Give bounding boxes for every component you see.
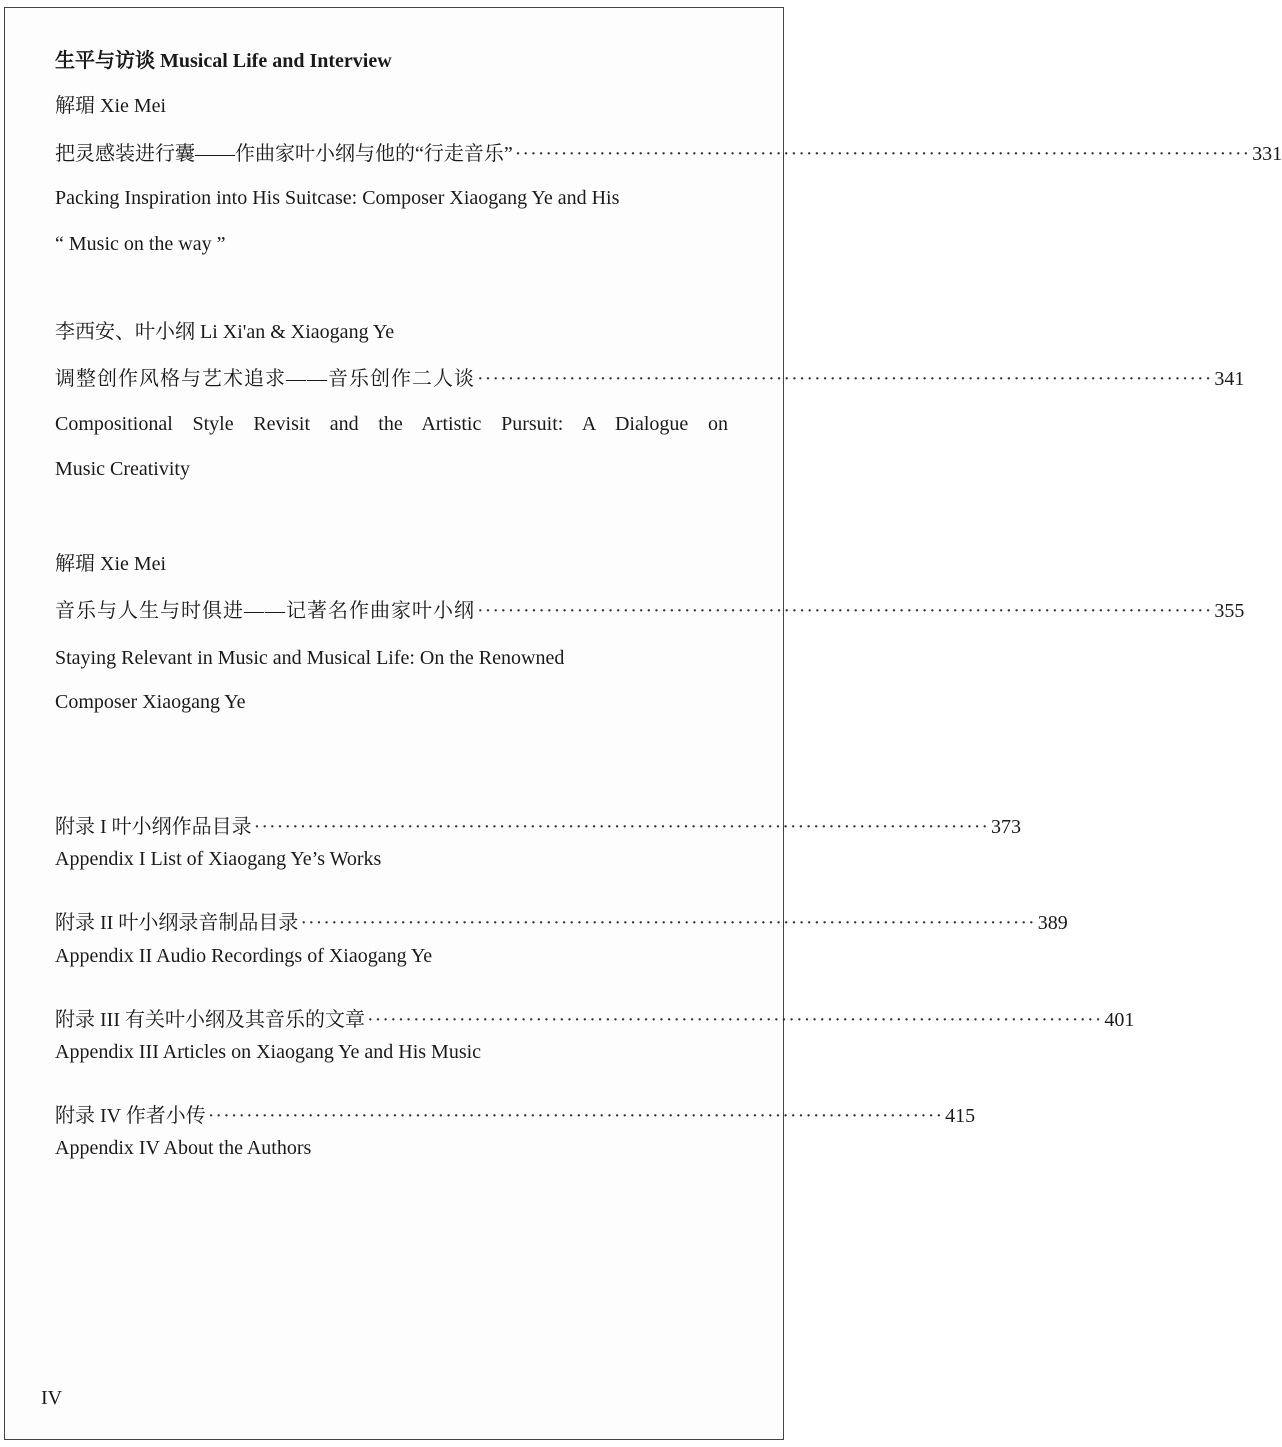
entry-page-number: 341	[1214, 368, 1245, 390]
toc-appendix-entry[interactable]	[55, 910, 1068, 936]
entry-title-en-continued: Music Creativity	[55, 458, 190, 480]
entry-title-en: Compositional Style Revisit and the Artistic Pursuit: A Dialogue on	[55, 413, 728, 435]
entry-title-en-continued: “ Music on the way ”	[55, 233, 226, 255]
appendix-page-number: 415	[945, 1105, 976, 1127]
appendix-title-en: Appendix III Articles on Xiaogang Ye and His Music	[55, 1041, 482, 1063]
toc-appendix-entry[interactable]	[55, 814, 1022, 840]
dot-leader: ································································································	[300, 912, 1036, 934]
dot-leader: ································································································	[207, 1105, 944, 1127]
appendix-title-cn: 附录 II 叶小纲录音制品目录	[55, 912, 299, 934]
dot-leader: ································································································	[366, 1009, 1103, 1031]
dot-leader: ································································································	[514, 143, 1251, 165]
entry-author: 李西安、叶小纲 Li Xi'an & Xiaogang Ye	[55, 321, 395, 343]
entry-title-cn: 音乐与人生与时俱进——记著名作曲家叶小纲	[55, 600, 475, 622]
entry-title-cn: 调整创作风格与艺术追求——音乐创作二人谈	[55, 368, 475, 390]
section-title: 生平与访谈 Musical Life and Interview	[55, 50, 392, 72]
entry-page-number: 355	[1214, 600, 1245, 622]
toc-appendix-entry[interactable]	[55, 1103, 976, 1129]
appendix-title-cn: 附录 I 叶小纲作品目录	[55, 816, 252, 838]
appendix-title-en: Appendix I List of Xiaogang Ye’s Works	[55, 848, 382, 870]
dot-leader: ································································································	[477, 368, 1213, 390]
entry-page-number: 331	[1252, 143, 1282, 165]
appendix-title-en: Appendix IV About the Authors	[55, 1137, 312, 1159]
appendix-title-en: Appendix II Audio Recordings of Xiaogang Ye	[55, 945, 433, 967]
dot-leader: ································································································	[253, 816, 990, 838]
toc-entry[interactable]	[55, 141, 1282, 167]
toc-appendix-entry[interactable]	[55, 1007, 1135, 1033]
appendix-page-number: 401	[1104, 1009, 1135, 1031]
entry-author: 解瑂 Xie Mei	[55, 553, 167, 575]
appendix-page-number: 389	[1037, 912, 1068, 934]
page-number: IV	[41, 1387, 63, 1409]
toc-entry[interactable]	[55, 598, 1245, 624]
toc-page	[4, 7, 1282, 1440]
toc-entry[interactable]	[55, 366, 1245, 392]
appendix-title-cn: 附录 IV 作者小传	[55, 1105, 206, 1127]
entry-title-en: Packing Inspiration into His Suitcase: Composer Xiaogang Ye and His	[55, 187, 620, 209]
dot-leader: ································································································	[477, 600, 1213, 622]
entry-title-en-continued: Composer Xiaogang Ye	[55, 691, 246, 713]
appendix-title-cn: 附录 III 有关叶小纲及其音乐的文章	[55, 1009, 365, 1031]
appendix-page-number: 373	[991, 816, 1022, 838]
entry-title-en: Staying Relevant in Music and Musical Life: On the Renowned	[55, 647, 565, 669]
entry-title-cn: 把灵感装进行囊——作曲家叶小纲与他的“行走音乐”	[55, 143, 513, 165]
entry-author: 解瑂 Xie Mei	[55, 95, 167, 117]
